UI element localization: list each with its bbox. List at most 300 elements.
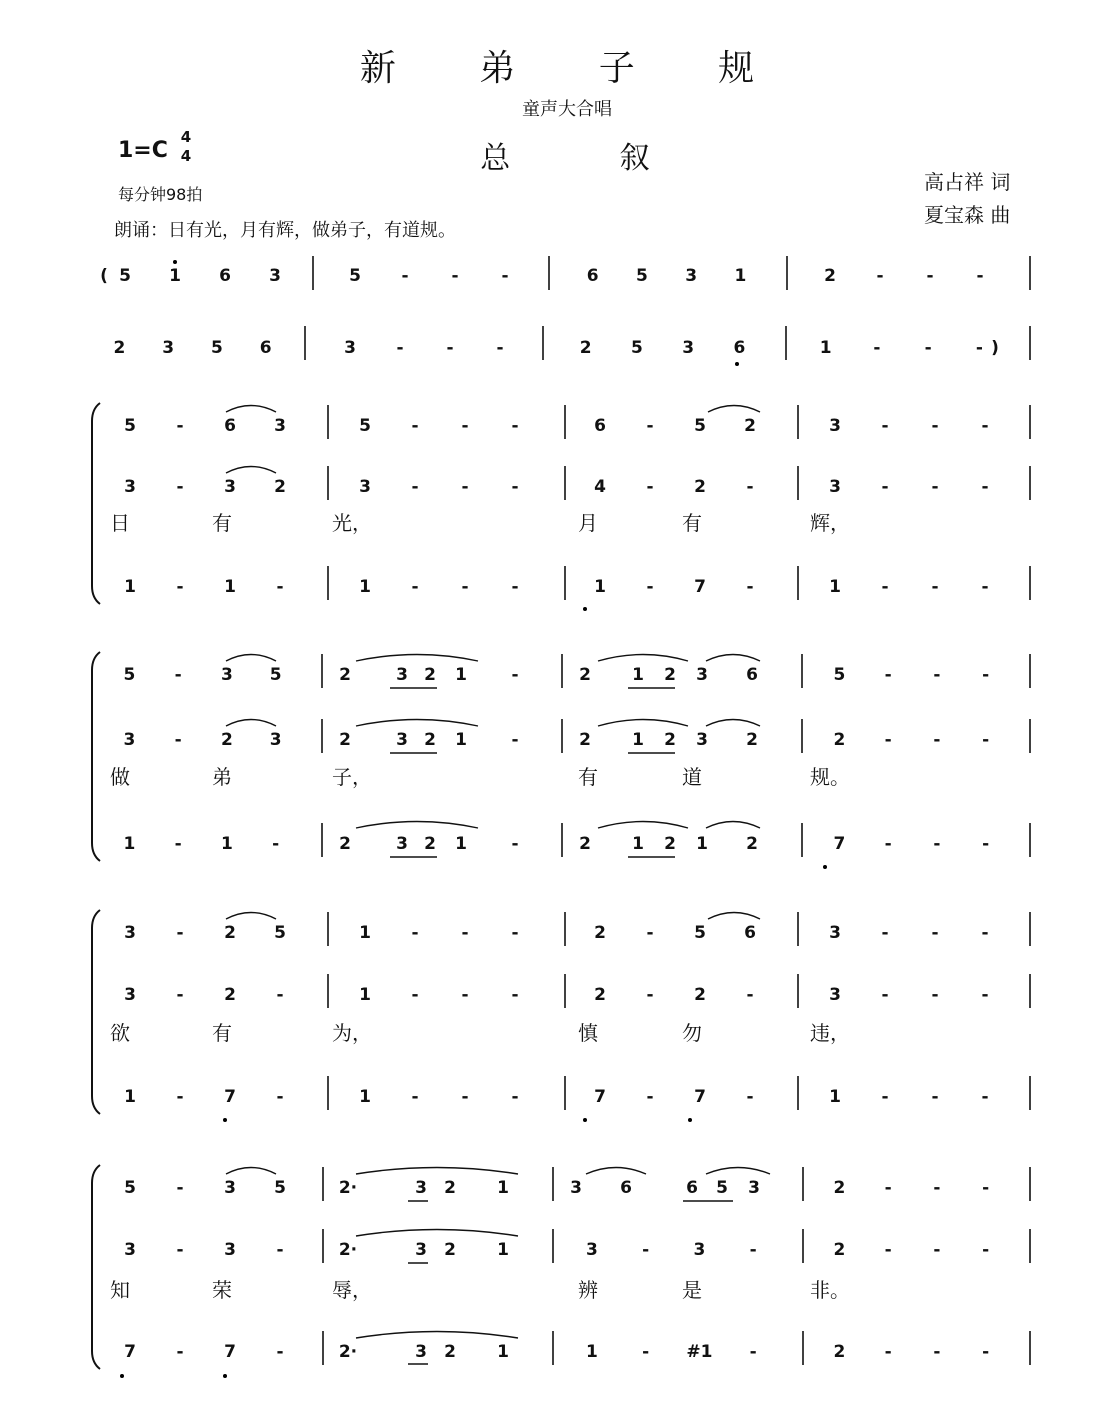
alto-note: 3 — [829, 477, 841, 497]
intro-2-note: 6 — [733, 338, 746, 358]
alto-note: 1 — [632, 730, 644, 750]
bass-note: 1 — [696, 834, 708, 854]
slur — [586, 1168, 646, 1175]
soprano-note: 1 — [359, 923, 371, 943]
alto-note: 2· — [338, 1240, 358, 1260]
soprano-dash: - — [933, 665, 941, 685]
alto-note: 3 — [359, 477, 371, 497]
soprano-note: 6 — [686, 1178, 698, 1198]
bass-note: 1 — [497, 1342, 509, 1362]
slur — [708, 913, 760, 920]
soprano-note: 6 — [224, 416, 236, 436]
slur — [226, 655, 276, 662]
bass-note: 7 — [224, 1087, 236, 1107]
lyric-word: 有 — [682, 511, 702, 535]
song-title: 新 弟 子 规 — [359, 48, 791, 89]
song-subtitle: 童声大合唱 — [522, 99, 612, 120]
alto-note: 2 — [694, 477, 706, 497]
alto-note: 2 — [694, 985, 706, 1005]
soprano-note: 3 — [224, 1178, 236, 1198]
low-octave-dot — [120, 1374, 124, 1378]
bass-note: 7 — [594, 1087, 606, 1107]
lyric-word: 辉， — [810, 511, 850, 535]
soprano-note: 3 — [829, 923, 841, 943]
soprano-note: 5 — [359, 416, 371, 436]
alto-note: 2 — [339, 730, 351, 750]
alto-note: 2 — [274, 477, 286, 497]
soprano-note: 2· — [338, 1178, 358, 1198]
alto-note: 2 — [833, 1240, 846, 1260]
bass-dash: - — [511, 577, 519, 597]
slur — [706, 720, 760, 727]
alto-note: 2 — [424, 730, 436, 750]
slur — [706, 655, 760, 662]
intro-2-note: 3 — [162, 338, 175, 358]
alto-dash: - — [461, 985, 469, 1005]
bass-dash: - — [933, 1342, 941, 1362]
alto-note: 3 — [585, 1240, 598, 1260]
slur — [226, 406, 276, 413]
soprano-dash: - — [411, 416, 419, 436]
soprano-note: 5 — [833, 665, 846, 685]
soprano-dash: - — [646, 416, 654, 436]
bass-note: 2· — [338, 1342, 358, 1362]
slur — [708, 406, 760, 413]
lyric-word: 光， — [332, 511, 372, 535]
low-octave-dot — [223, 1374, 227, 1378]
lyric-word: 日 — [110, 511, 130, 535]
intro-1-dash: - — [976, 266, 984, 286]
bass-note: 1 — [220, 834, 233, 854]
soprano-dash: - — [411, 923, 419, 943]
soprano-note: 5 — [694, 416, 706, 436]
soprano-note: 2 — [664, 665, 676, 685]
soprano-dash: - — [511, 923, 519, 943]
soprano-note: 3 — [415, 1178, 427, 1198]
alto-dash: - — [411, 985, 419, 1005]
bass-note: 1 — [632, 834, 644, 854]
lyric-word: 做 — [110, 765, 130, 789]
alto-dash: - — [276, 1240, 284, 1260]
lyric-word: 荣 — [212, 1278, 232, 1302]
intro-1-dash: - — [451, 266, 459, 286]
soprano-dash: - — [461, 416, 469, 436]
bass-dash: - — [511, 1087, 519, 1107]
alto-note: 3 — [415, 1240, 427, 1260]
alto-dash: - — [176, 477, 184, 497]
soprano-dash: - — [933, 1178, 941, 1198]
bass-dash: - — [276, 1087, 284, 1107]
soprano-dash: - — [884, 1178, 892, 1198]
lyric-word: 有 — [578, 765, 598, 789]
soprano-dash: - — [981, 416, 989, 436]
bass-note: 1 — [594, 577, 606, 597]
lyric-word: 子， — [332, 765, 372, 789]
key-signature: 1=C — [118, 138, 168, 163]
close-paren: ) — [991, 338, 999, 358]
bass-note: 1 — [124, 577, 136, 597]
low-octave-dot — [583, 1118, 587, 1122]
alto-dash: - — [981, 477, 989, 497]
soprano-dash: - — [881, 923, 889, 943]
lyric-word: 有 — [212, 511, 232, 535]
soprano-note: 3 — [220, 665, 233, 685]
low-octave-dot — [223, 1118, 227, 1122]
alto-dash: - — [933, 1240, 941, 1260]
soprano-dash: - — [511, 665, 519, 685]
soprano-note: 2 — [224, 923, 236, 943]
section-title: 总 叙 — [480, 141, 700, 176]
alto-note: 4 — [594, 477, 606, 497]
intro-1-note: 1 — [169, 266, 181, 286]
soprano-dash: - — [461, 923, 469, 943]
bass-dash: - — [642, 1342, 650, 1362]
intro-1-note: 6 — [219, 266, 231, 286]
soprano-note: 2 — [579, 665, 591, 685]
bass-dash: - — [981, 1087, 989, 1107]
low-octave-dot — [688, 1118, 692, 1122]
system-bracket — [92, 403, 100, 604]
slur — [226, 720, 276, 727]
intro-1-dash: - — [501, 266, 509, 286]
alto-dash: - — [511, 730, 519, 750]
soprano-note: 2 — [444, 1178, 456, 1198]
lyric-word: 辨 — [578, 1278, 598, 1302]
alto-note: 2 — [220, 730, 233, 750]
tempo-marking: 每分钟98拍 — [118, 185, 203, 204]
soprano-dash: - — [931, 923, 939, 943]
alto-dash: - — [646, 477, 654, 497]
system-bracket — [92, 1165, 100, 1369]
soprano-note: 2 — [744, 416, 756, 436]
bass-dash: - — [931, 1087, 939, 1107]
time-denominator: 4 — [180, 147, 192, 165]
alto-note: 2 — [579, 730, 591, 750]
intro-1-dash: - — [401, 266, 409, 286]
alto-dash: - — [646, 985, 654, 1005]
intro-2-dash: - — [496, 338, 504, 358]
lyricist-credit: 高占祥 词 — [924, 170, 1011, 194]
alto-note: 3 — [693, 1240, 706, 1260]
bass-note: 7 — [224, 1342, 236, 1362]
alto-dash: - — [746, 985, 754, 1005]
alto-note: 2 — [224, 985, 236, 1005]
lyric-word: 弟 — [212, 765, 232, 789]
lyric-word: 为， — [332, 1021, 372, 1045]
alto-dash: - — [276, 985, 284, 1005]
bass-note: 7 — [694, 577, 706, 597]
soprano-note: 6 — [744, 923, 756, 943]
intro-1-note: 6 — [586, 266, 599, 286]
alto-dash: - — [746, 477, 754, 497]
slur — [706, 822, 760, 829]
soprano-dash: - — [511, 416, 519, 436]
bass-note: 7 — [124, 1342, 136, 1362]
alto-dash: - — [982, 1240, 990, 1260]
soprano-dash: - — [176, 1178, 184, 1198]
intro-1-dash: - — [926, 266, 934, 286]
bass-dash: - — [276, 577, 284, 597]
lyric-word: 辱， — [332, 1278, 372, 1302]
bass-dash: - — [176, 1342, 184, 1362]
alto-note: 3 — [224, 477, 236, 497]
bass-dash: - — [646, 577, 654, 597]
open-paren: ( — [100, 266, 108, 286]
lyric-word: 知 — [110, 1278, 130, 1302]
low-octave-dot — [823, 865, 827, 869]
alto-note: 2 — [746, 730, 758, 750]
alto-dash: - — [931, 985, 939, 1005]
soprano-dash: - — [176, 416, 184, 436]
lyric-word: 有 — [212, 1021, 232, 1045]
soprano-note: 3 — [274, 416, 286, 436]
soprano-dash: - — [931, 416, 939, 436]
intro-2-dash: - — [924, 338, 932, 358]
soprano-note: 6 — [746, 665, 758, 685]
alto-note: 3 — [124, 985, 136, 1005]
alto-note: 2 — [594, 985, 606, 1005]
alto-dash: - — [881, 477, 889, 497]
soprano-dash: - — [881, 416, 889, 436]
soprano-note: 3 — [748, 1178, 760, 1198]
intro-2-note: 2 — [579, 338, 592, 358]
bass-dash: - — [411, 1087, 419, 1107]
soprano-dash: - — [981, 923, 989, 943]
alto-dash: - — [642, 1240, 650, 1260]
bass-dash: - — [461, 1087, 469, 1107]
bass-note: 1 — [829, 577, 841, 597]
bass-dash: - — [881, 577, 889, 597]
intro-2-dash: - — [446, 338, 454, 358]
bass-dash: - — [272, 834, 280, 854]
alto-dash: - — [884, 1240, 892, 1260]
bass-note: 2 — [579, 834, 591, 854]
bass-dash: - — [276, 1342, 284, 1362]
lyric-word: 月 — [578, 511, 598, 535]
alto-note: 1 — [455, 730, 467, 750]
alto-dash: - — [176, 1240, 184, 1260]
bass-dash: - — [982, 1342, 990, 1362]
bass-dash: - — [646, 1087, 654, 1107]
soprano-note: 5 — [274, 1178, 286, 1198]
soprano-note: 6 — [594, 416, 606, 436]
slur — [356, 1230, 518, 1237]
high-octave-dot — [173, 260, 177, 264]
slur — [226, 913, 276, 920]
bass-dash: - — [511, 834, 519, 854]
slur — [226, 467, 276, 474]
slur — [356, 822, 478, 829]
alto-note: 3 — [124, 1240, 136, 1260]
soprano-note: 2 — [339, 665, 351, 685]
alto-dash: - — [174, 730, 182, 750]
lyric-word: 违， — [810, 1021, 850, 1045]
slur — [356, 720, 478, 727]
soprano-dash: - — [884, 665, 892, 685]
alto-note: 2 — [833, 730, 846, 750]
lyric-word: 道 — [682, 765, 702, 789]
alto-dash: - — [931, 477, 939, 497]
alto-dash: - — [981, 985, 989, 1005]
intro-2-dash: - — [396, 338, 404, 358]
soprano-dash: - — [176, 923, 184, 943]
intro-1-note: 1 — [734, 266, 747, 286]
soprano-note: 5 — [274, 923, 286, 943]
bass-note: 3 — [415, 1342, 427, 1362]
bass-dash: - — [746, 577, 754, 597]
bass-note: 2 — [833, 1342, 846, 1362]
intro-1-note: 3 — [685, 266, 698, 286]
bass-note: 7 — [833, 834, 846, 854]
system-bracket — [92, 652, 100, 861]
bass-dash: - — [881, 1087, 889, 1107]
soprano-note: 2 — [833, 1178, 846, 1198]
alto-note: 1 — [359, 985, 371, 1005]
bass-note: 7 — [694, 1087, 706, 1107]
intro-2-note: 3 — [682, 338, 695, 358]
bass-note: 2 — [746, 834, 758, 854]
time-numerator: 4 — [180, 128, 192, 146]
lyric-word: 非。 — [810, 1278, 850, 1302]
lyric-word: 规。 — [810, 765, 850, 789]
intro-2-note: 1 — [819, 338, 832, 358]
bass-note: 2 — [664, 834, 676, 854]
slur — [598, 655, 688, 662]
slur — [356, 655, 478, 662]
soprano-note: 1 — [455, 665, 467, 685]
alto-note: 1 — [497, 1240, 509, 1260]
slur — [226, 1168, 276, 1175]
lyric-word: 勿 — [682, 1021, 702, 1045]
bass-note: 2 — [444, 1342, 456, 1362]
bass-note: 1 — [359, 1087, 371, 1107]
alto-dash: - — [881, 985, 889, 1005]
alto-dash: - — [933, 730, 941, 750]
bass-dash: - — [176, 577, 184, 597]
soprano-note: 5 — [269, 665, 282, 685]
bass-note: 2 — [339, 834, 351, 854]
bass-dash: - — [931, 577, 939, 597]
alto-note: 3 — [124, 477, 136, 497]
intro-1-note: 2 — [824, 266, 836, 286]
alto-note: 2 — [444, 1240, 456, 1260]
low-octave-dot — [583, 607, 587, 611]
bass-dash: - — [981, 577, 989, 597]
lyric-word: 欲 — [110, 1021, 130, 1045]
slur — [598, 822, 688, 829]
alto-dash: - — [511, 985, 519, 1005]
system-bracket — [92, 910, 100, 1114]
recitation-text: 朗诵：日有光，月有辉，做弟子，有道规。 — [114, 220, 456, 241]
alto-note: 3 — [696, 730, 708, 750]
soprano-dash: - — [646, 923, 654, 943]
alto-note: 3 — [829, 985, 841, 1005]
slur — [356, 1332, 518, 1339]
alto-dash: - — [982, 730, 990, 750]
lyric-word: 是 — [682, 1278, 702, 1302]
soprano-note: 3 — [696, 665, 708, 685]
intro-1-note: 5 — [635, 266, 648, 286]
soprano-note: 3 — [396, 665, 408, 685]
bass-note: 1 — [123, 834, 136, 854]
intro-1-note: 5 — [119, 266, 131, 286]
soprano-dash: - — [174, 665, 182, 685]
intro-2-note: 2 — [113, 338, 126, 358]
intro-2-note: 5 — [210, 338, 223, 358]
bass-note: 2 — [424, 834, 436, 854]
soprano-note: 2 — [594, 923, 606, 943]
bass-note: 1 — [359, 577, 371, 597]
soprano-note: 1 — [632, 665, 644, 685]
alto-dash: - — [884, 730, 892, 750]
intro-2-note: 5 — [630, 338, 643, 358]
bass-dash: - — [174, 834, 182, 854]
soprano-note: 5 — [123, 665, 136, 685]
bass-dash: - — [982, 834, 990, 854]
intro-2-note: 3 — [344, 338, 356, 358]
alto-dash: - — [461, 477, 469, 497]
alto-dash: - — [176, 985, 184, 1005]
soprano-note: 2 — [424, 665, 436, 685]
bass-dash: - — [176, 1087, 184, 1107]
soprano-note: 5 — [694, 923, 706, 943]
soprano-note: 1 — [497, 1178, 509, 1198]
alto-note: 3 — [269, 730, 282, 750]
alto-dash: - — [411, 477, 419, 497]
soprano-dash: - — [982, 1178, 990, 1198]
bass-dash: - — [884, 834, 892, 854]
alto-dash: - — [511, 477, 519, 497]
bass-note: 1 — [585, 1342, 598, 1362]
alto-note: 3 — [224, 1240, 236, 1260]
alto-dash: - — [749, 1240, 757, 1260]
intro-1-note: 5 — [349, 266, 361, 286]
soprano-note: 3 — [124, 923, 136, 943]
bass-note: 3 — [396, 834, 408, 854]
intro-2-dash: - — [873, 338, 881, 358]
alto-note: 2 — [664, 730, 676, 750]
slur — [356, 1168, 518, 1175]
intro-2-note: 6 — [259, 338, 272, 358]
soprano-note: 6 — [620, 1178, 632, 1198]
slur — [706, 1168, 770, 1175]
bass-note: 1 — [124, 1087, 136, 1107]
bass-dash: - — [746, 1087, 754, 1107]
soprano-note: 5 — [124, 416, 136, 436]
soprano-note: 5 — [124, 1178, 136, 1198]
bass-dash: - — [933, 834, 941, 854]
bass-note: 1 — [224, 577, 236, 597]
alto-note: 3 — [396, 730, 408, 750]
soprano-note: 5 — [716, 1178, 728, 1198]
composer-credit: 夏宝森 曲 — [924, 203, 1011, 227]
bass-dash: - — [749, 1342, 757, 1362]
slur — [598, 720, 688, 727]
soprano-note: 3 — [829, 416, 841, 436]
alto-note: 3 — [123, 730, 136, 750]
bass-note: 1 — [455, 834, 467, 854]
bass-dash: - — [461, 577, 469, 597]
bass-dash: - — [884, 1342, 892, 1362]
bass-dash: - — [411, 577, 419, 597]
bass-note: 1 — [829, 1087, 841, 1107]
soprano-dash: - — [982, 665, 990, 685]
low-octave-dot — [735, 362, 739, 366]
intro-2-dash: - — [975, 338, 983, 358]
intro-1-note: 3 — [269, 266, 281, 286]
soprano-note: 3 — [570, 1178, 582, 1198]
bass-note: #1 — [686, 1342, 713, 1362]
